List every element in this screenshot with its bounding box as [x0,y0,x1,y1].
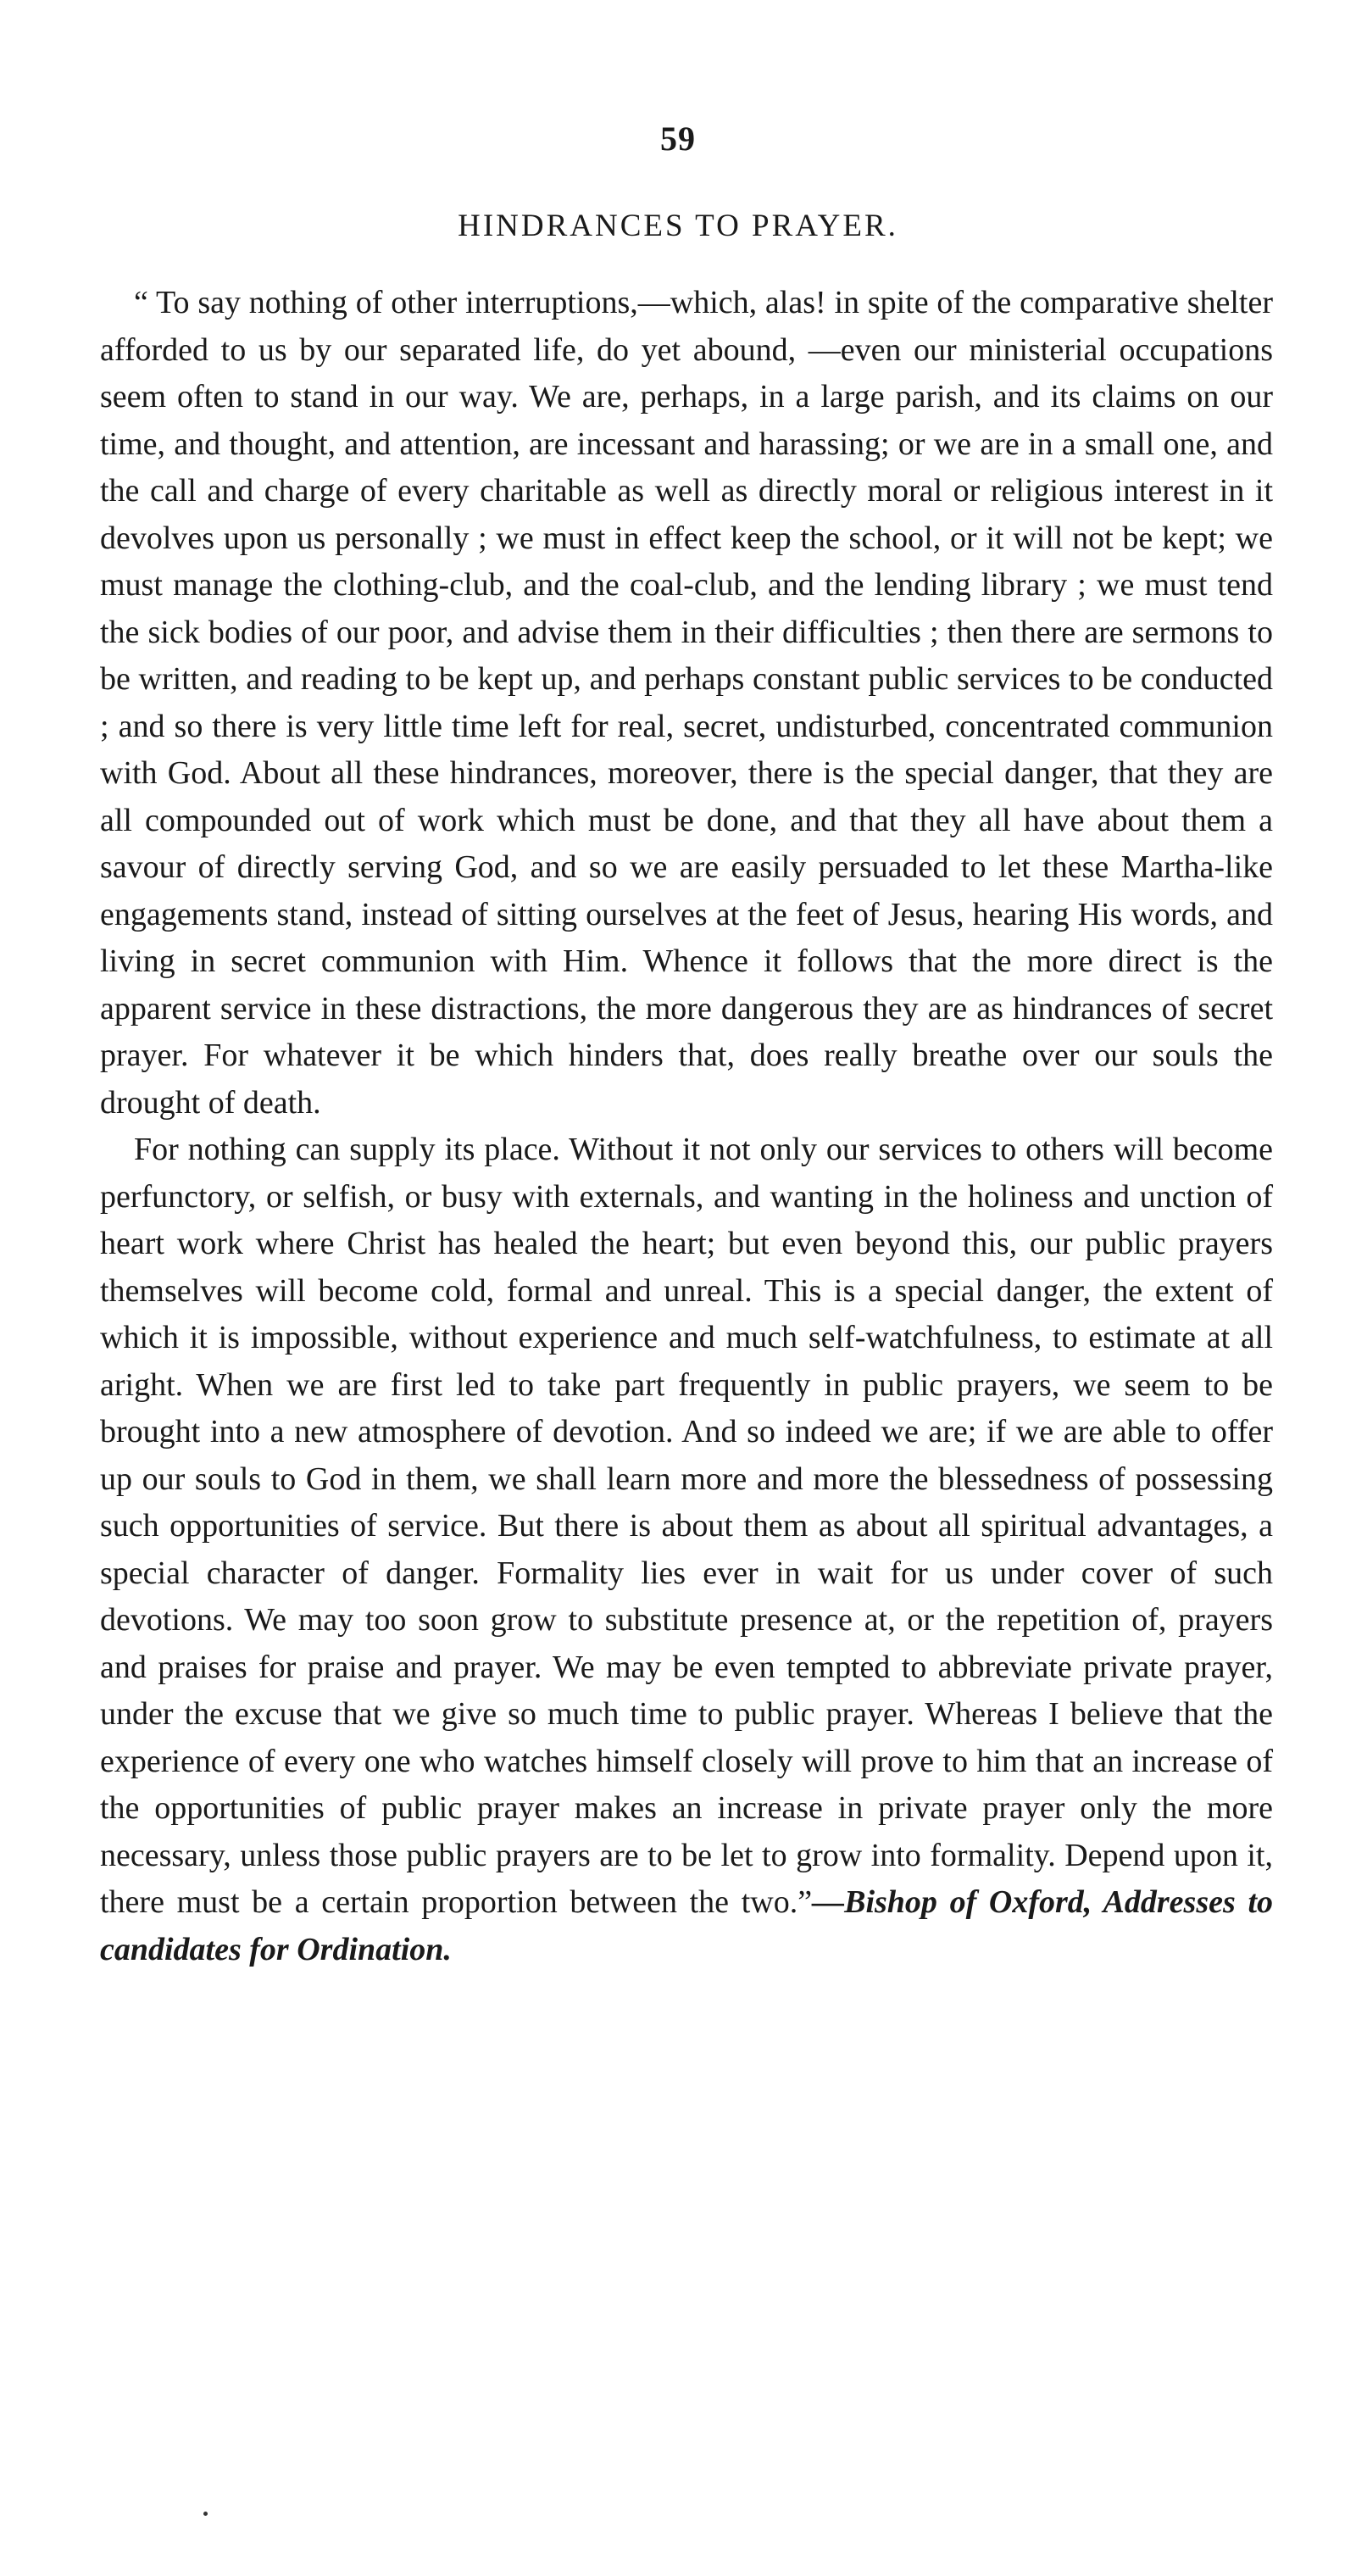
paragraph-2-text: For nothing can supply its place. Without it not only our services to others will become perfunctory, or selfish, or busy with externals, and wanting in the holiness and unction of heart work where Christ has healed the heart; but even beyond this, our public prayers themselves will become cold, formal and unreal. This is a special danger, the extent of which it is impossible, without experience and much self-watchfulness, to estimate at all aright. When we are first led to take part frequently in public prayers, we seem to be brought into a new atmosphere of devotion. And so indeed we are; if we are able to offer up our souls to God in them, we shall learn more and more the blessedness of possessing such opportunities of service. But there is about them as about all spiritual advantages, a special character of danger. Formality lies ever in wait for us under cover of such devotions. We may too soon grow to substitute presence at, or the repetition of, prayers and praises for praise and prayer. We may be even tempted to abbreviate private prayer, under the excuse that we give so much time to public prayer. Whereas I believe that the experience of every one who watches himself closely will prove to him that an increase of the opportunities of public prayer makes an increase in private prayer only the more necessary, unless those public prayers are to be let to grow into formality. Depend upon it, there must be a certain proportion between the two.” [100,1132,1273,1920]
paragraph-2 [100,1127,1273,1973]
stray-ink-mark [203,2512,208,2516]
body-text [100,280,1273,1973]
paragraph-1: “ To say nothing of other interruptions,—which, alas! in spite of the comparative shelter afforded to us by our separated life, do yet abound, —even our ministerial occupations seem often to stand in our way. We are, perhaps, in a large parish, and its claims on our time, and thought, and attention, are incessant and harassing; or we are in a small one, and the call and charge of every charitable as well as directly moral or religious interest in it devolves upon us personally ; we must in effect keep the school, or it will not be kept; we must manage the clothing-club, and the coal-club, and the lending library ; we must tend the sick bodies of our poor, and advise them in their difficulties ; then there are sermons to be written, and reading to be kept up, and perhaps constant public services to be conducted ; and so there is very little time left for real, secret, undisturbed, concentrated communion with God. About all these hindrances, moreover, there is the special danger, that they are all compounded out of work which must be done, and that they all have about them a savour of directly serving God, and so we are easily persuaded to let these Martha-like engagements stand, instead of sitting ourselves at the feet of Jesus, hearing His words, and living in secret communion with Him. Whence it follows that the more direct is the apparent service in these distractions, the more dangerous they are as hindrances of secret prayer. For whatever it be which hinders that, does really breathe over our souls the drought of death. [100,285,1273,1121]
attribution: —Bishop of Oxford, Addresses to candidates for Ordination. [100,1884,1273,1967]
page-title: HINDRANCES TO PRAYER. [458,209,898,243]
page-number: 59 [660,120,696,158]
